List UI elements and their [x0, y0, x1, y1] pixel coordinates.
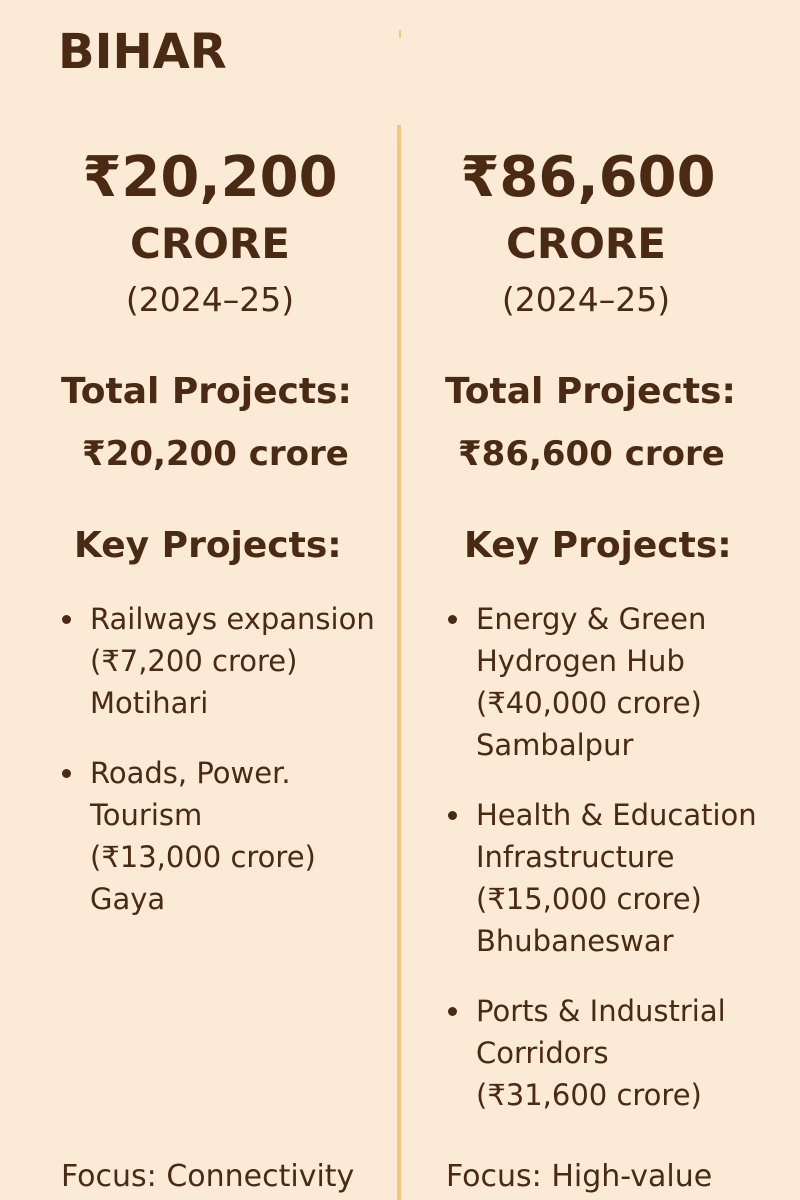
- focus-text: Focus: High-value: [446, 1159, 713, 1194]
- total-projects-value: ₹20,200 crore: [82, 434, 349, 474]
- project-line: Health & Education: [476, 798, 757, 832]
- investment-amount: ₹20,200: [82, 145, 338, 210]
- project-line: Ports & Industrial: [476, 994, 726, 1028]
- bullet-icon: [62, 615, 71, 624]
- project-line: Sambalpur: [476, 728, 634, 762]
- project-line: (₹40,000 crore): [476, 686, 702, 720]
- project-line: Gaya: [90, 882, 166, 916]
- focus-text: Focus: Connectivity: [61, 1159, 355, 1194]
- project-line: Railways expansion: [90, 602, 375, 636]
- project-line: Motihari: [90, 686, 209, 720]
- project-item: [446, 598, 796, 766]
- project-line: (₹7,200 crore): [90, 644, 298, 678]
- amount-unit: CRORE: [506, 219, 666, 268]
- project-line: Roads, Power.: [90, 756, 291, 790]
- key-projects-list: [60, 598, 390, 948]
- total-projects-label: Total Projects:: [445, 371, 736, 412]
- amount-unit: CRORE: [130, 219, 290, 268]
- key-projects-label: Key Projects:: [464, 525, 732, 566]
- project-line: (₹15,000 crore): [476, 882, 702, 916]
- bullet-icon: [448, 811, 457, 820]
- fiscal-year: (2024–25): [125, 280, 295, 319]
- fiscal-year: (2024–25): [501, 280, 671, 319]
- right-column: [400, 0, 800, 1200]
- project-item: [60, 752, 390, 920]
- key-projects-list: [446, 598, 796, 1144]
- project-line: Energy & Green: [476, 602, 707, 636]
- total-projects-label: Total Projects:: [61, 371, 352, 412]
- project-line: Corridors: [476, 1036, 609, 1070]
- project-item: [446, 794, 796, 962]
- total-projects-value: ₹86,600 crore: [458, 434, 725, 474]
- bullet-icon: [448, 1007, 457, 1016]
- state-title: BIHAR: [58, 24, 227, 80]
- project-item: [446, 990, 796, 1116]
- investment-amount: ₹86,600: [460, 145, 716, 210]
- project-line: (₹31,600 crore): [476, 1078, 702, 1112]
- project-line: (₹13,000 crore): [90, 840, 316, 874]
- project-line: Tourism: [90, 798, 203, 832]
- project-line: Hydrogen Hub: [476, 644, 685, 678]
- project-line: Bhubaneswar: [476, 924, 674, 958]
- project-line: Infrastructure: [476, 840, 675, 874]
- key-projects-label: Key Projects:: [74, 525, 342, 566]
- bullet-icon: [62, 769, 71, 778]
- bullet-icon: [448, 615, 457, 624]
- project-item: [60, 598, 390, 724]
